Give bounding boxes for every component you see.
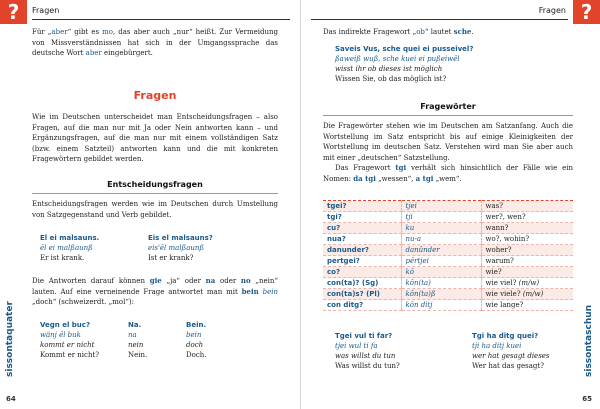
question-word-pronunciation: kô [401,267,481,278]
question-word: tgei? [323,201,401,212]
table-row [323,289,573,300]
question-word-pronunciation: kôn ditj [401,300,481,311]
example-literal: wer hat gesagt dieses [472,352,550,360]
example-bein [186,320,206,360]
example-pronunciation: eis'êl malßaunß [148,244,205,252]
question-words-table [323,200,573,311]
question-word-meaning [481,201,573,212]
example-romansh: El ei malsauns. [40,234,100,242]
example-literal: kommt er nicht [40,341,95,349]
question-word-pronunciation: nu-a [401,234,481,245]
subheading-rule [32,193,278,194]
question-word: nua? [323,234,401,245]
page-number: 65 [582,395,592,403]
question-word-pronunciation: pêrtjei [401,256,481,267]
example-pronunciation: bein [186,331,202,339]
question-word-meaning [481,300,573,311]
example-romansh: Tgi ha ditg quei? [472,332,539,340]
example-na [128,320,147,360]
question-word-meaning [481,234,573,245]
question-word: tgi? [323,212,401,223]
gender-note: (m/w) [518,279,540,287]
example-translation: Er ist krank. [40,254,85,262]
example-literal: doch [186,341,204,349]
running-head: Fragen [32,6,60,15]
example-literal: was willst du tun [335,352,396,360]
question-words-paragraph: Die Fragewörter stehen wie im Deutschen am Satzanfang. Auch die Wortstellung im Satz entspricht bis auf einige Kleinigkeiten der Wortstellung im deutschen Satz. Verstehen wird man Sie aber auch mit einer „deutschen“ Satzstellung. [323,122,573,162]
question-mark-icon: ? [573,0,600,24]
question-word-meaning [481,223,573,234]
example-tgei [335,331,400,371]
table-row [323,300,573,311]
header-rule [32,19,290,20]
example-romansh: Na. [128,321,142,329]
example-translation: Nein. [128,351,148,359]
example-indirect-question [335,44,473,84]
question-word-pronunciation: danûnder [401,245,481,256]
example-pronunciation: wänj êl buk [40,331,81,339]
page-number: 64 [6,395,16,403]
question-word: pertgei? [323,256,401,267]
question-word: con(ta)s? (Pl) [323,289,401,300]
table-row [323,234,573,245]
example-translation: Kommt er nicht? [40,351,100,359]
example-literal: wisst ihr ob dieses ist möglich [335,65,443,73]
example-translation: Ist er krank? [148,254,194,262]
subheading-rule [323,115,573,116]
section-title: Fragen [133,89,177,102]
example-translation: Wissen Sie, ob das möglich ist? [335,75,447,83]
question-word-pronunciation: tjei [401,201,481,212]
question-mark-icon: ? [0,0,27,24]
meaning-text: was? [485,202,504,210]
section-paragraph: Wie im Deutschen unterscheidet man Entscheidungsfragen – also Fragen, auf die man nur mit Ja oder Nein antworten kann – und Ergänzungsfragen, auf die man nur mit einem vollständigen Satz (bzw. einem Satzteil) antworten kann und die mit konkreten Fragewörtern gebildet werden. [32,113,278,163]
example-tgi [472,331,550,371]
intro-paragraph: Für „aber“ gibt es mo, das aber auch „nur“ heißt. Zur Vermeidung von Missverständnissen hat sich in der Umgangssprache das deutsche Wort aber eingebürgert. [32,28,278,57]
side-tab-label: sissontaschun [584,304,594,377]
right-page [300,0,600,409]
question-word-meaning [481,212,573,223]
meaning-text: warum? [485,257,514,265]
gender-note: (m/w) [522,290,544,298]
example-romansh: Eis el malsauns? [148,234,213,242]
side-tab-label: sissontaquater [5,301,15,377]
question-word-pronunciation: kôn(ta) [401,278,481,289]
example-pronunciation: tjei wul ti fa [335,342,378,350]
example-pronunciation: ßaweiß wuß, sche kuei ei pußeiwêl [335,55,460,63]
example-romansh: Vegn el buc? [40,321,91,329]
question-word: cu? [323,223,401,234]
question-word: danunder? [323,245,401,256]
table-row [323,223,573,234]
tgi-paragraph: Das Fragewort tgi verhält sich hinsichtlich der Fälle wie ein Nomen: da tgi „wessen“, a tgi „wem“. [323,163,573,183]
example-literal: nein [128,341,144,349]
question-word-meaning [481,245,573,256]
example-question [148,233,213,263]
meaning-text: wer?, wen? [485,213,526,221]
example-pronunciation: na [128,331,137,339]
table-row [323,267,573,278]
meaning-text: wo?, wohin? [485,235,530,243]
example-translation: Was willst du tun? [335,362,400,370]
meaning-text: wann? [485,224,509,232]
question-word-pronunciation: ku [401,223,481,234]
meaning-text: wie lange? [485,301,524,309]
table-row [323,201,573,212]
example-statement [40,233,99,263]
example-translation: Wer hat das gesagt? [472,362,544,370]
intro-paragraph: Das indirekte Fragewort „ob“ lautet sche. [323,27,474,36]
question-word-pronunciation: tji [401,212,481,223]
meaning-text: wie viel? [485,279,517,287]
example-romansh: Bein. [186,321,207,329]
question-word-meaning [481,278,573,289]
answer-paragraph: Die Antworten darauf können gie „ja“ oder na oder no „nein“ lauten. Auf eine verneinende Frage antwortet man mit bein bein „doch“ (schweizerdt. „mol“): [32,276,279,306]
table-row [323,256,573,267]
subheading: Entscheidungsfragen [107,180,203,189]
example-romansh: Saveis Vus, sche quei ei pusseivel? [335,45,474,53]
question-word-meaning [481,256,573,267]
question-word: co? [323,267,401,278]
example-vegn [40,320,99,360]
question-word-pronunciation: kôn(ta)ß [401,289,481,300]
running-head: Fragen [538,6,566,15]
header-rule [311,19,568,20]
table-row [323,212,573,223]
question-word: con ditg? [323,300,401,311]
example-pronunciation: tji ha ditj kuei [472,342,522,350]
question-word-meaning [481,289,573,300]
table-row [323,245,573,256]
example-translation: Doch. [186,351,207,359]
example-pronunciation: êl ei malßaunß [40,244,93,252]
subheading: Fragewörter [420,102,476,111]
meaning-text: wie? [485,268,502,276]
table-row [323,278,573,289]
subheading-paragraph: Entscheidungsfragen werden wie im Deutschen durch Umstellung von Satzgegenstand und Verb gebildet. [32,200,278,219]
question-word: con(ta)? (Sg) [323,278,401,289]
question-word-meaning [481,267,573,278]
example-romansh: Tgei vul ti far? [335,332,393,340]
meaning-text: wie viele? [485,290,521,298]
meaning-text: woher? [485,246,512,254]
